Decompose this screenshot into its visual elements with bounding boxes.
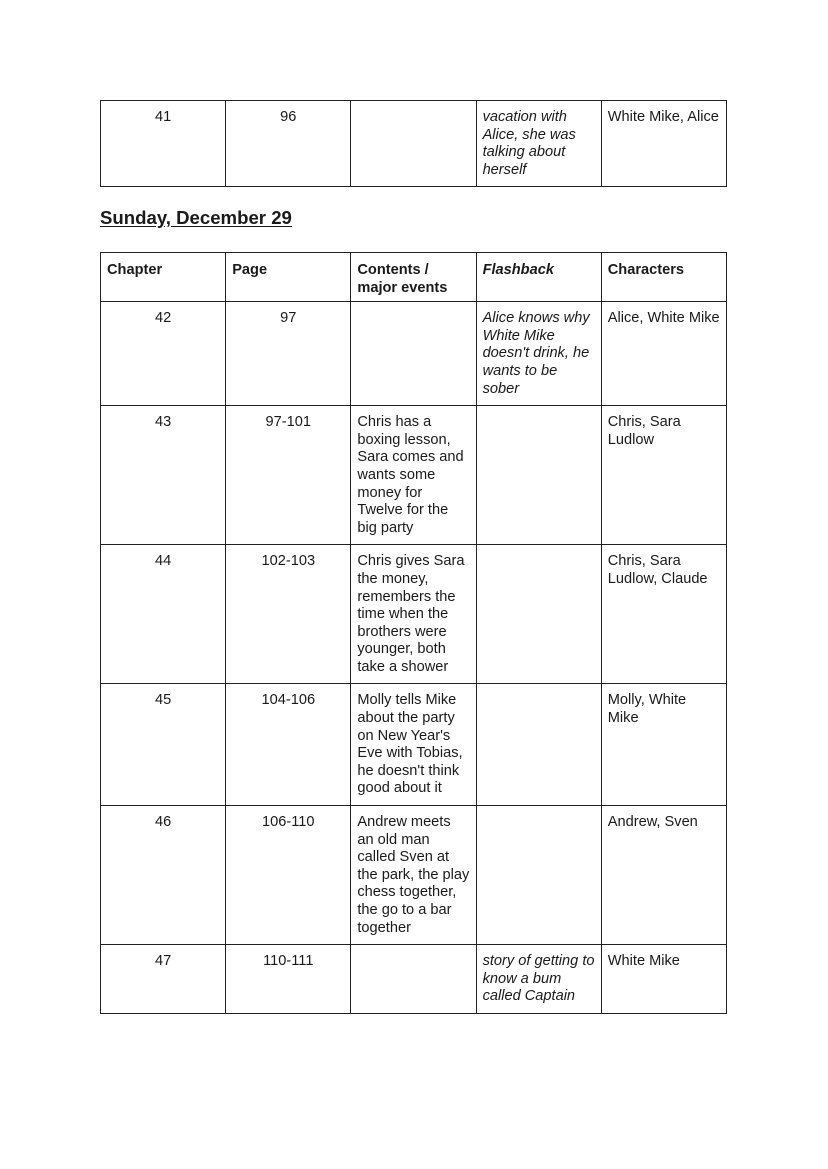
header-page: Page bbox=[226, 253, 351, 302]
table-row bbox=[101, 406, 727, 545]
cell-page: 97-101 bbox=[226, 406, 351, 545]
table-row bbox=[101, 945, 727, 1014]
cell-flashback bbox=[476, 545, 601, 684]
header-flashback: Flashback bbox=[476, 253, 601, 302]
cell-chapter: 43 bbox=[101, 406, 226, 545]
top-table-body bbox=[101, 101, 727, 187]
header-contents: Contents / major events bbox=[351, 253, 476, 302]
cell-contents bbox=[351, 302, 476, 406]
cell-page: 110-111 bbox=[226, 945, 351, 1014]
cell-contents bbox=[351, 101, 476, 187]
cell-flashback: story of getting to know a bum called Captain bbox=[476, 945, 601, 1014]
cell-page: 106-110 bbox=[226, 806, 351, 945]
cell-characters: White Mike bbox=[601, 945, 726, 1014]
cell-chapter: 46 bbox=[101, 806, 226, 945]
cell-characters: Alice, White Mike bbox=[601, 302, 726, 406]
cell-flashback bbox=[476, 406, 601, 545]
cell-chapter: 45 bbox=[101, 684, 226, 806]
cell-chapter: 44 bbox=[101, 545, 226, 684]
section-heading: Sunday, December 29 bbox=[100, 207, 292, 228]
cell-characters: White Mike, Alice bbox=[601, 101, 726, 187]
chapter-table-continued bbox=[100, 100, 727, 187]
table-row bbox=[101, 545, 727, 684]
cell-chapter: 41 bbox=[101, 101, 226, 187]
cell-flashback bbox=[476, 684, 601, 806]
cell-characters: Chris, Sara Ludlow, Claude bbox=[601, 545, 726, 684]
cell-contents: Molly tells Mike about the party on New Year's Eve with Tobias, he doesn't think good about it bbox=[351, 684, 476, 806]
table-header-row bbox=[101, 253, 727, 302]
cell-contents: Chris gives Sara the money, remembers the time when the brothers were younger, both take a shower bbox=[351, 545, 476, 684]
table-row bbox=[101, 684, 727, 806]
cell-contents: Chris has a boxing lesson, Sara comes and wants some money for Twelve for the big party bbox=[351, 406, 476, 545]
cell-chapter: 47 bbox=[101, 945, 226, 1014]
cell-chapter: 42 bbox=[101, 302, 226, 406]
cell-contents: Andrew meets an old man called Sven at the park, the play chess together, the go to a bar together bbox=[351, 806, 476, 945]
main-table-body bbox=[101, 302, 727, 1014]
header-characters: Characters bbox=[601, 253, 726, 302]
cell-characters: Chris, Sara Ludlow bbox=[601, 406, 726, 545]
cell-flashback: Alice knows why White Mike doesn't drink, he wants to be sober bbox=[476, 302, 601, 406]
cell-characters: Andrew, Sven bbox=[601, 806, 726, 945]
cell-characters: Molly, White Mike bbox=[601, 684, 726, 806]
cell-page: 97 bbox=[226, 302, 351, 406]
cell-page: 104-106 bbox=[226, 684, 351, 806]
cell-page: 102-103 bbox=[226, 545, 351, 684]
header-chapter: Chapter bbox=[101, 253, 226, 302]
table-row bbox=[101, 806, 727, 945]
table-row bbox=[101, 101, 727, 187]
cell-flashback: vacation with Alice, she was talking about herself bbox=[476, 101, 601, 187]
chapter-table bbox=[100, 252, 727, 1014]
table-row bbox=[101, 302, 727, 406]
cell-flashback bbox=[476, 806, 601, 945]
cell-contents bbox=[351, 945, 476, 1014]
cell-page: 96 bbox=[226, 101, 351, 187]
